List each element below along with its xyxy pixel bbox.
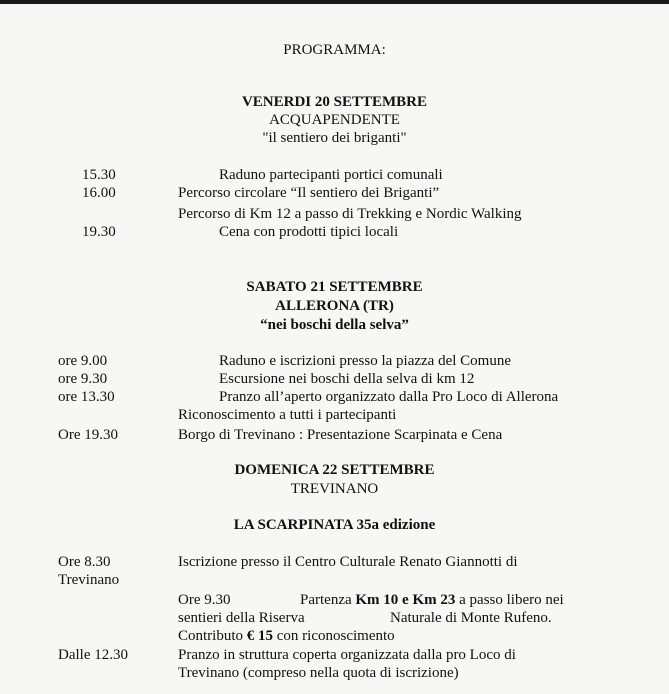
day3-subtitle: LA SCARPINATA 35a edizione (233, 517, 436, 533)
day3-title: DOMENICA 22 SETTEMBRE (234, 462, 435, 478)
day1-item: Raduno partecipanti portici comunali (219, 167, 443, 183)
day2-item: Borgo di Trevinano : Presentazione Scarpinata e Cena (178, 427, 503, 443)
day2-item: Escursione nei boschi della selva di km 12 (219, 371, 475, 387)
day3-time: Ore 8.30 (58, 554, 111, 570)
day2-time: ore 9.30 (58, 371, 108, 387)
day3-item: Trevinano (compreso nella quota di iscrizione) (178, 665, 459, 681)
day3-item: Iscrizione presso il Centro Culturale Renato Giannotti di (178, 554, 518, 570)
partenza-label: Partenza (300, 592, 352, 608)
day3-time: Trevinano (58, 572, 120, 588)
km-distances: Km 10 e Km 23 (355, 592, 456, 608)
day3-item: sentieri della Riserva (178, 610, 305, 626)
day2-item: Raduno e iscrizioni presso la piazza del Comune (219, 353, 511, 369)
contribution-rest: con riconoscimento (276, 628, 395, 644)
contribution-label: Contributo (178, 628, 244, 644)
day1-time: 15.30 (82, 167, 116, 183)
contribution-amount: € 15 (246, 628, 274, 644)
partenza-rest: a passo libero nei (459, 592, 564, 608)
program-heading: PROGRAMMA: (283, 42, 386, 58)
day3-item: Pranzo in struttura coperta organizzata dalla pro Loco di (178, 647, 516, 663)
day1-item: Cena con prodotti tipici locali (219, 224, 399, 240)
day3-time: Dalle 12.30 (58, 647, 128, 663)
day2-time: Ore 19.30 (58, 427, 118, 443)
day2-item: Riconoscimento a tutti i partecipanti (178, 407, 397, 423)
day2-time: ore 13.30 (58, 389, 115, 405)
day1-item: Percorso di Km 12 a passo di Trekking e Nordic Walking (178, 206, 522, 222)
day2-title: SABATO 21 SETTEMBRE (246, 279, 423, 295)
day3-time: Ore 9.30 (178, 592, 231, 608)
day1-place: ACQUAPENDENTE (269, 112, 400, 128)
day2-subtitle: “nei boschi della selva” (260, 317, 409, 333)
day2-place: ALLERONA (TR) (275, 298, 394, 314)
day2-item: Pranzo all’aperto organizzato dalla Pro Loco di Allerona (219, 389, 559, 405)
day1-time: 16.00 (82, 185, 116, 201)
day1-title: VENERDI 20 SETTEMBRE (241, 94, 428, 110)
day2-time: ore 9.00 (58, 353, 108, 369)
day1-time: 19.30 (82, 224, 116, 240)
day3-item (300, 592, 564, 609)
day3-contribution (178, 628, 395, 645)
top-edge (0, 0, 669, 4)
day3-place: TREVINANO (290, 481, 379, 497)
day3-item: Naturale di Monte Rufeno. (390, 610, 552, 626)
day1-subtitle: "il sentiero dei briganti" (262, 130, 407, 146)
day1-item: Percorso circolare “Il sentiero dei Briganti” (178, 185, 440, 201)
